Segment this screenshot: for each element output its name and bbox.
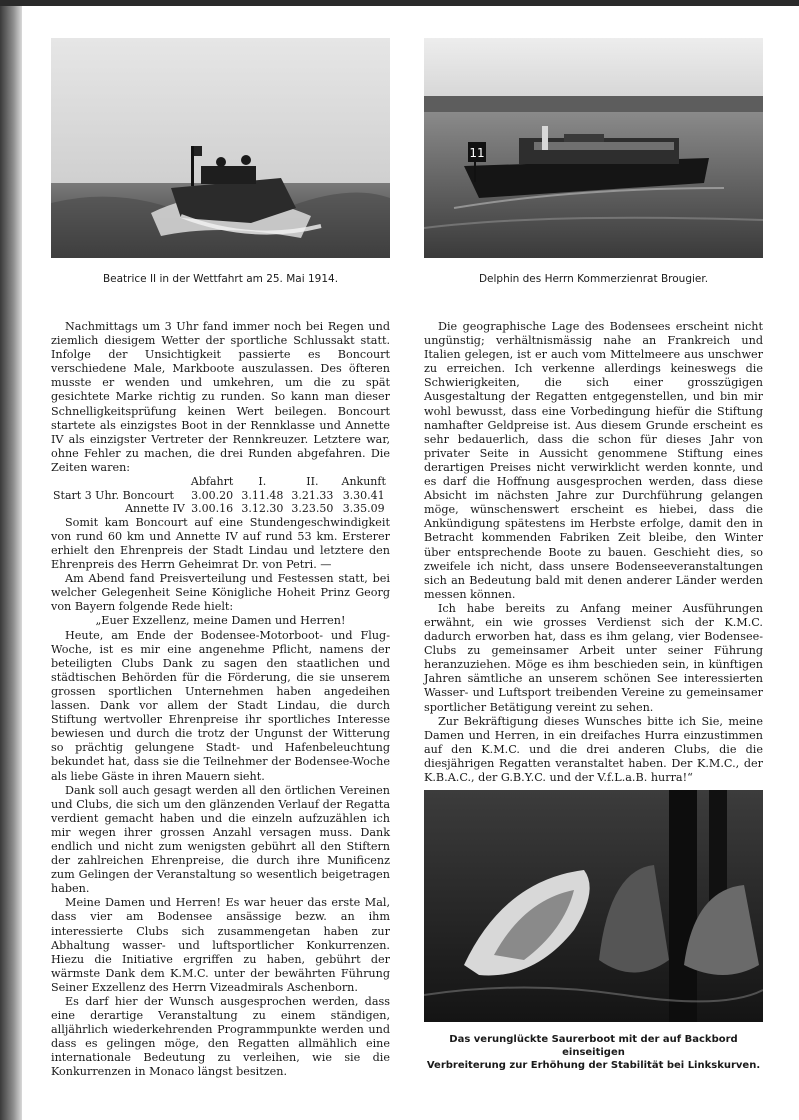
- times-cell: 3.12.30: [241, 502, 284, 516]
- photo-beatrice-ii: [51, 38, 390, 258]
- book-spine-shadow: [0, 0, 22, 1120]
- photo-delphin-image: [424, 38, 763, 258]
- times-header-round-1: I.: [258, 475, 267, 489]
- times-cell: 3.00.20: [191, 488, 234, 502]
- caption-delphin: Delphin des Herrn Kommerzienrat Brougier.: [478, 273, 709, 285]
- left-paragraph-6: Dank soll auch gesagt werden all den örtlichen Vereinen und Clubs, die sich um den glänzenden Verlauf der Regatta verdient gemacht haben und die einzeln aufzuzählen ich mir wegen ihrer grossen Anzahl versagen muss. Dank endlich und nicht zum wenigsten gebührt all den Stiftern der zahlreichen Ehrenpreise, die durch ihre Munificenz zum Gelingen der Veranstaltung so wesentlich beigetragen haben.: [51, 783, 390, 896]
- photo-saurerboot-image: [424, 790, 763, 1022]
- caption-saurerboot-line-1: Das verunglückte Saurerboot mit der auf Backbord einseitigen: [449, 1034, 738, 1058]
- times-header-row: [51, 475, 390, 489]
- left-paragraph-1: Nachmittags um 3 Uhr fand immer noch bei Regen und ziemlich diesigem Wetter der sportliche Schlussakt statt. Infolge der Unsichtigkeit passierte es Boncourt verschiedene Male, Markboote auszulassen. Des öfteren musste er wenden und umkehren, um die zu spät gesichtete Marke richtig zu runden. So kann man dieser Schnelligkeitsprüfung keinen Wert beilegen. Boncourt startete als einzigstes Boot in der Rennklasse und Annette IV als einzigster Vertreter der Rennkreuzer. Letztere war, ohne Fehler zu machen, die drei Runden abgefahren. Die Zeiten waren:: [51, 320, 390, 474]
- right-text-column: [424, 320, 763, 785]
- left-text-column: [51, 320, 390, 1080]
- times-header-blank: [51, 475, 187, 489]
- times-boat-name: Annette IV: [125, 502, 185, 516]
- left-paragraph-5: Heute, am Ende der Bodensee-Motorboot- und Flug-Woche, ist es mir eine angenehme Pflicht, namens der beteiligten Clubs Dank zu sagen den staatlichen und städtischen Behörden für die Förderung, die sie unserem grossen sportlichen Unternehmen haben angedeihen lassen. Dank vor allem der Stadt Lindau, die durch Stiftung wertvoller Ehrenpreise ihr sportliches Interesse bewiesen und durch die trotz der Ungunst der Witterung so prächtig gelungene Stadt- und Hafenbeleuchtung bekundet hat, dass sie die Teilnehmer der Bodensee-Woche als liebe Gäste in ihren Mauern sieht.: [51, 628, 390, 783]
- times-cell: 3.00.16: [191, 502, 234, 516]
- times-cell: 3.35.09: [342, 502, 385, 516]
- times-cell: 3.23.50: [291, 502, 334, 516]
- times-header-abfahrt: Abfahrt: [190, 475, 234, 489]
- times-cell: 3.30.41: [342, 488, 385, 502]
- table-row: [51, 489, 390, 503]
- right-paragraph-2: Ich habe bereits zu Anfang meiner Ausführungen erwähnt, ein wie grosses Verdienst sich der K.M.C. dadurch erworben hat, dass es ihm gelang, vier Bodensee-Clubs zu gemeinsamer Arbeit unter seiner Führung heranzuziehen. Möge es ihm beschieden sein, in künftigen Jahren sämtliche an unserem schönen See interessierten Wasser- und Luftsport treibenden Vereine zu gemeinsamer sportlicher Betätigung vereint zu sehen.: [424, 601, 763, 714]
- times-header-round-2: II.: [306, 475, 319, 489]
- times-cell: 3.11.48: [241, 488, 284, 502]
- left-paragraph-2: Somit kam Boncourt auf eine Stundengeschwindigkeit von rund 60 km und Annette IV auf rund 53 km. Ersterer erhielt den Ehrenpreis der Stadt Lindau und letztere den Ehrenpreis des Herrn Geheimrat Dr. von Petri. —: [51, 515, 390, 572]
- times-cell: 3.21.33: [291, 488, 334, 502]
- photo-delphin: [424, 38, 763, 258]
- caption-saurerboot-line-2: Verbreiterung zur Erhöhung der Stabilität bei Linkskurven.: [426, 1060, 761, 1071]
- caption-saurerboot: [424, 1033, 763, 1072]
- right-paragraph-3: Zur Bekräftigung dieses Wunsches bitte ich Sie, meine Damen und Herren, in ein dreifaches Hurra einzustimmen auf den K.M.C. und die drei anderen Clubs, die die diesjährigen Regatten veranstaltet haben. Der K.M.C., der K.B.A.C., der G.B.Y.C. und der V.f.L.a.B. hurra!“: [424, 714, 763, 784]
- caption-beatrice-ii: Beatrice II in der Wettfahrt am 25. Mai 1914.: [102, 273, 339, 285]
- photo-saurerboot: [424, 790, 763, 1022]
- speech-salutation: „Euer Exzellenz, meine Damen und Herren!: [95, 614, 346, 628]
- race-times-table: [51, 475, 390, 516]
- photo-beatrice-ii-image: [51, 38, 390, 258]
- left-paragraph-7: Meine Damen und Herren! Es war heuer das erste Mal, dass vier am Bodensee ansässige bezw. an ihm interessierte Clubs sich zusammengetan haben zur Abhaltung wasser- und luftsportlicher Konkurrenzen. Hiezu die Initiative ergriffen zu haben, gebührt der wärmste Dank dem K.M.C. unter der bewährten Führung Seiner Exzellenz des Herrn Vizeadmirals Aschenborn.: [51, 896, 390, 994]
- right-paragraph-1: Die geographische Lage des Bodensees erscheint nicht ungünstig; verhältnismässig nahe an Frankreich und Italien gelegen, ist er auch vom Mittelmeere aus unschwer zu erreichen. Ich verkenne allerdings keineswegs die Schwierigkeiten, die sich einer grosszügigen Ausgestaltung der Regatten entgegenstellen, und bin mir wohl bewusst, dass eine Vorbedingung hiefür die Stiftung namhafter Geldpreise ist. Aus diesem Grunde erscheint es sehr bedauerlich, dass die schon für dieses Jahr von privater Seite in Aussicht genommene Stiftung eines derartigen Preises nicht verwirklicht werden konnte, und es darf die Hoffnung ausgesprochen werden, dass diese Absicht im nächsten Jahre zur Durchführung gelangen möge, wünschenswert erscheint es hiebei, dass die Ankündigung spätestens im Herbste erfolge, damit den in Betracht kommenden Fabriken Zeit bleibe, den Winter über entsprechende Boote zu bauen. Geschieht dies, so zweifele ich nicht, dass unsere Bodenseeveranstaltungen sich an Bedeutung bald mit denen anderer Länder werden messen können.: [424, 320, 763, 601]
- table-row: [51, 502, 390, 516]
- times-boat-name: Start 3 Uhr. Boncourt: [53, 488, 174, 502]
- delphin-flag-number: 11: [469, 146, 485, 160]
- left-paragraph-8: Es darf hier der Wunsch ausgesprochen werden, dass eine derartige Veranstaltung zu einem ständigen, alljährlich wiederkehrenden Programmpunkte werden und dass es gelingen möge, den Regatten allmählich eine internationale Bedeutung zu verleihen, wie sie die Konkurrenzen in Monaco längst besitzen.: [51, 995, 390, 1079]
- left-paragraph-3: Am Abend fand Preisverteilung und Festessen statt, bei welcher Gelegenheit Seine Königliche Hoheit Prinz Georg von Bayern folgende Rede hielt:: [51, 572, 390, 614]
- page-top-edge: [0, 0, 799, 6]
- times-header-ankunft: Ankunft: [341, 475, 386, 489]
